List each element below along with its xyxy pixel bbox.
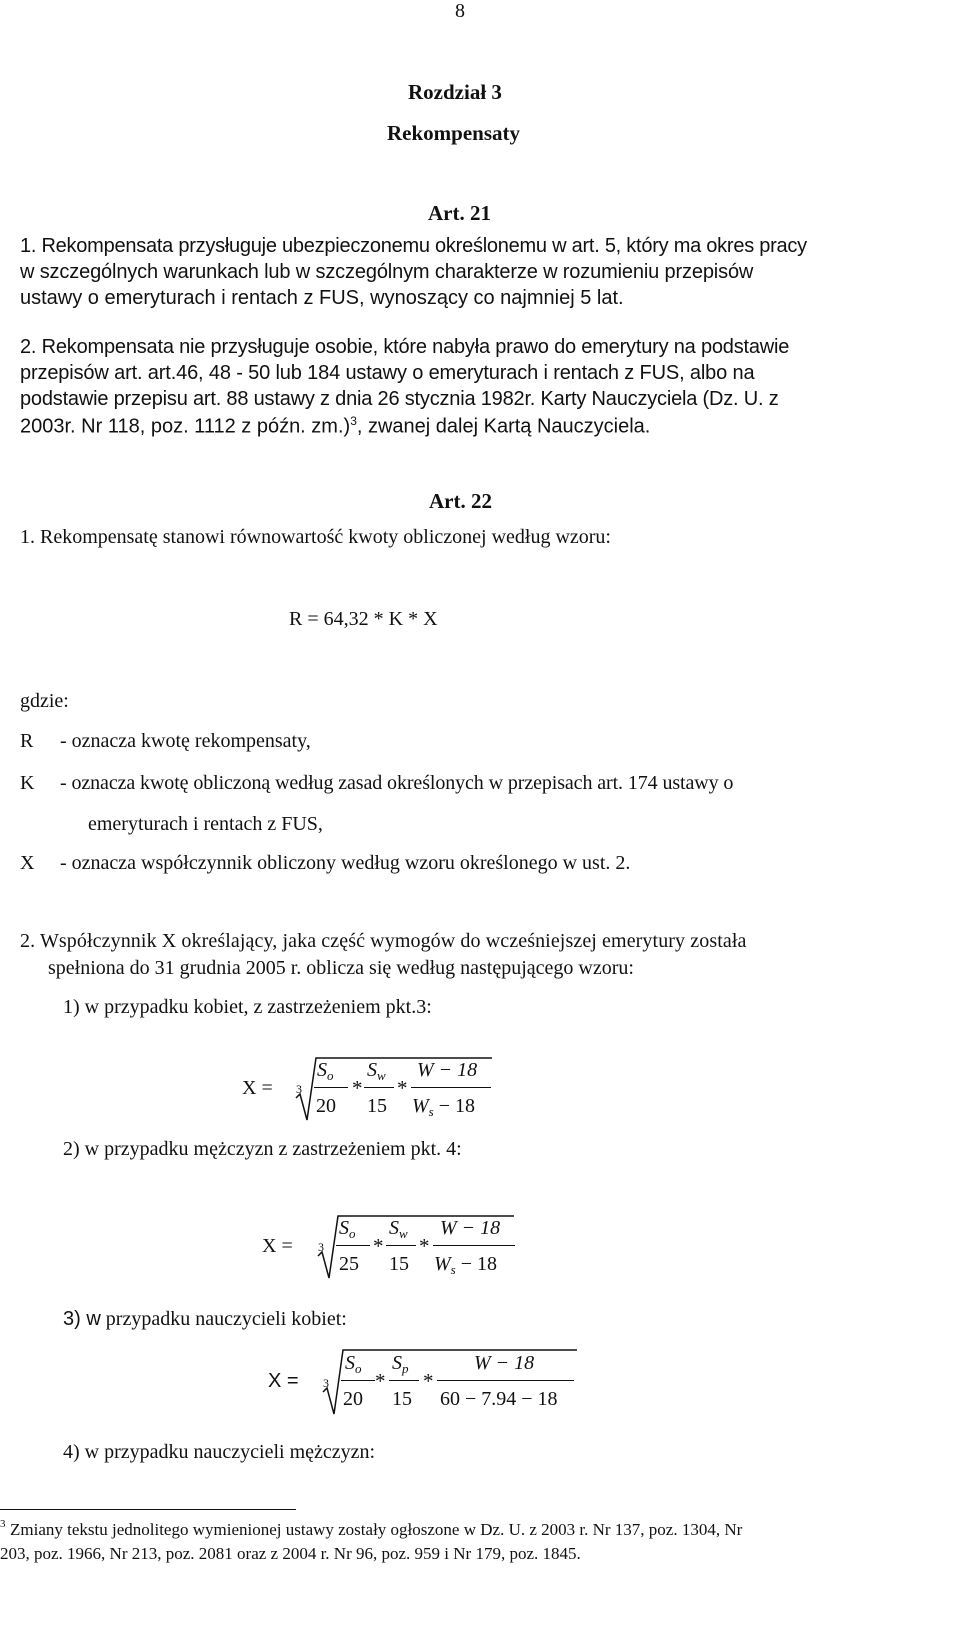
footnote-ref: 3	[350, 414, 357, 428]
var: W	[434, 1253, 451, 1275]
fraction-bar	[341, 1380, 375, 1381]
page-number: 8	[455, 0, 465, 22]
root-index: 3	[323, 1376, 329, 1390]
text-segment: 2003r. Nr 118, poz. 1112 z późn. zm.)	[20, 415, 351, 438]
text-segment: 3) w	[63, 1308, 101, 1330]
operator: *	[373, 1234, 384, 1258]
text-segment: − 18	[433, 1095, 476, 1117]
gdzie-label: gdzie:	[20, 690, 69, 712]
case-4-label: 4) w przypadku nauczycieli mężczyzn:	[63, 1441, 376, 1463]
subscript: s	[450, 1262, 456, 1277]
denominator-2: 15	[367, 1095, 387, 1117]
art22-paragraph-1: 1. Rekompensatę stanowi równowartość kwoty obliczonej według wzoru:	[20, 526, 611, 548]
footnote-line: 203, poz. 1966, Nr 213, poz. 2081 oraz z 2004 r. Nr 96, poz. 959 i Nr 179, poz. 1845.	[0, 1544, 581, 1563]
fraction-bar	[433, 1245, 515, 1246]
fraction-bar	[389, 1380, 419, 1381]
fraction-bar	[386, 1245, 416, 1246]
denominator-1: 20	[316, 1095, 336, 1117]
formula-lhs: X =	[242, 1077, 273, 1099]
denominator-2: 15	[392, 1388, 412, 1410]
def-text-continued: emeryturach i rentach z FUS,	[88, 813, 323, 835]
fraction-bar	[411, 1087, 491, 1088]
text-line: 2. Współczynnik X określający, jaka część wymogów do wcześniejszej emerytury została	[20, 930, 747, 952]
fraction-bar	[336, 1245, 370, 1246]
art22-heading: Art. 22	[429, 489, 492, 513]
def-symbol: X	[20, 852, 35, 874]
root-index: 3	[318, 1240, 324, 1254]
operator: *	[419, 1234, 430, 1258]
chapter-title: Rekompensaty	[387, 121, 521, 145]
subscript: w	[399, 1226, 408, 1241]
text-segment: przypadku nauczycieli kobiet:	[100, 1308, 347, 1330]
chapter-number: Rozdział 3	[408, 80, 502, 104]
text-line: ustawy o emeryturach i rentach z FUS, wynoszący co najmniej 5 lat.	[20, 287, 624, 309]
subscript: p	[402, 1361, 409, 1376]
denominator-1: 20	[343, 1388, 363, 1410]
text-line: przepisów art. art.46, 48 - 50 lub 184 ustawy o emeryturach i rentach z FUS, albo na	[20, 362, 755, 384]
formula-main: R = 64,32 * K * X	[289, 608, 438, 630]
numerator-2	[367, 1059, 386, 1084]
text-line: 2. Rekompensata nie przysługuje osobie, które nabyła prawo do emerytury na podstawie	[20, 336, 790, 358]
subscript: o	[355, 1361, 362, 1376]
denominator-3	[412, 1095, 475, 1120]
var: S	[389, 1217, 399, 1239]
subscript: o	[349, 1226, 356, 1241]
footnote-line: Zmiany tekstu jednolitego wymienionej ustawy zostały ogłoszone w Dz. U. z 2003 r. Nr 137, poz. 1304, Nr	[10, 1520, 743, 1539]
numerator-1	[317, 1059, 334, 1084]
fraction-bar	[437, 1380, 574, 1381]
fraction-bar	[364, 1087, 394, 1088]
text-line: w szczególnych warunkach lub w szczególnym charakterze w rozumieniu przepisów	[20, 261, 754, 283]
text-line: spełniona do 31 grudnia 2005 r. oblicza się według następującego wzoru:	[48, 957, 634, 979]
numerator-2	[389, 1217, 408, 1242]
var: S	[392, 1352, 402, 1374]
var: S	[367, 1059, 377, 1081]
case-2-label: 2) w przypadku mężczyzn z zastrzeżeniem pkt. 4:	[63, 1138, 462, 1160]
numerator-3: W − 18	[440, 1217, 501, 1239]
var: W	[412, 1095, 429, 1117]
footnote-number: 3	[0, 1518, 6, 1530]
subscript: s	[428, 1104, 434, 1119]
def-text: - oznacza kwotę obliczoną według zasad określonych w przepisach art. 174 ustawy o	[60, 772, 734, 794]
numerator-1	[345, 1352, 362, 1377]
numerator-1	[339, 1217, 356, 1242]
footnote-separator	[0, 1509, 296, 1510]
operator: *	[352, 1076, 363, 1100]
formula-lhs: X =	[262, 1235, 293, 1257]
operator: *	[423, 1369, 434, 1393]
subscript: o	[327, 1068, 334, 1083]
def-symbol: K	[20, 772, 35, 794]
root-index: 3	[296, 1082, 302, 1096]
def-text: - oznacza współczynnik obliczony według wzoru określonego w ust. 2.	[60, 852, 631, 874]
def-symbol: R	[20, 730, 34, 752]
case-1-label: 1) w przypadku kobiet, z zastrzeżeniem pkt.3:	[63, 996, 432, 1018]
numerator-3: W − 18	[474, 1352, 535, 1374]
fraction-bar	[314, 1087, 348, 1088]
case-3-label	[63, 1308, 347, 1331]
art21-heading: Art. 21	[428, 201, 491, 225]
text-line: podstawie przepisu art. 88 ustawy z dnia 26 stycznia 1982r. Karty Nauczyciela (Dz. U. z	[20, 388, 779, 410]
denominator-1: 25	[339, 1253, 359, 1275]
def-text: - oznacza kwotę rekompensaty,	[60, 730, 311, 752]
numerator-2	[392, 1352, 409, 1377]
denominator-2: 15	[389, 1253, 409, 1275]
denominator-3: 60 − 7.94 − 18	[440, 1388, 558, 1410]
text-line	[20, 414, 650, 439]
var: S	[345, 1352, 355, 1374]
var: S	[317, 1059, 327, 1081]
text-segment: − 18	[455, 1253, 498, 1275]
var: S	[339, 1217, 349, 1239]
operator: *	[397, 1076, 408, 1100]
formula-lhs: X =	[268, 1370, 299, 1392]
subscript: w	[377, 1068, 386, 1083]
numerator-3: W − 18	[417, 1059, 478, 1081]
operator: *	[375, 1369, 386, 1393]
text-line: 1. Rekompensata przysługuje ubezpieczonemu określonemu w art. 5, który ma okres pracy	[20, 235, 807, 257]
denominator-3	[434, 1253, 497, 1278]
text-segment: , zwanej dalej Kartą Nauczyciela.	[356, 415, 651, 438]
